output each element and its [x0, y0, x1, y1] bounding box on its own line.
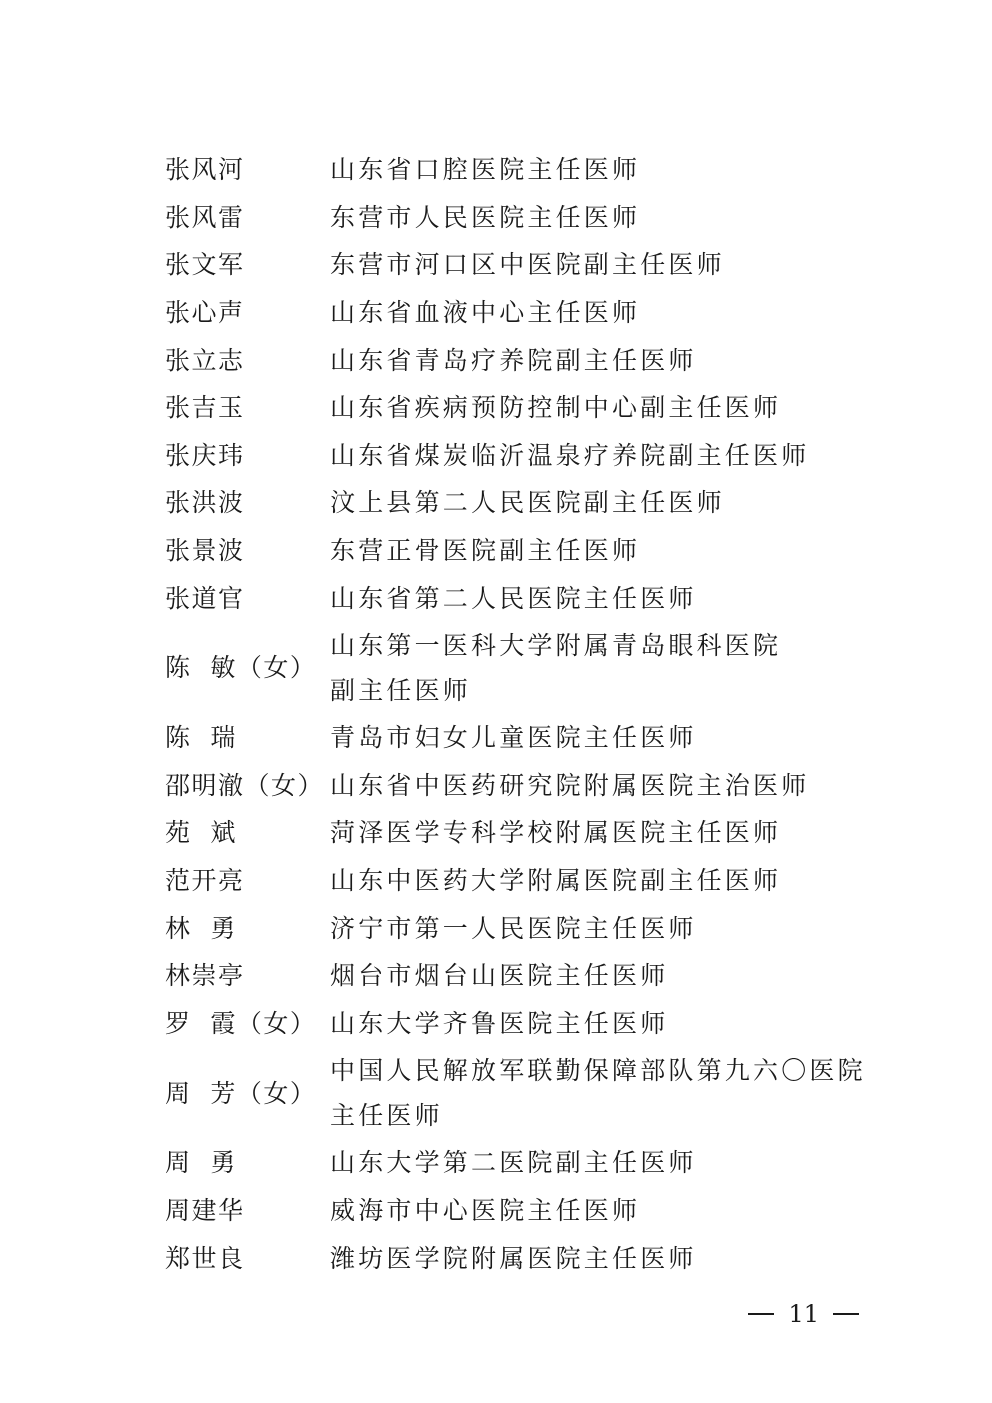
affiliation-line: 济宁市第一人民医院主任医师: [330, 913, 697, 943]
list-item: [165, 241, 885, 289]
person-name: 周建华: [165, 1195, 245, 1225]
left-dash: [748, 1313, 774, 1315]
person-name: 林 勇: [165, 913, 237, 943]
list-item: [165, 622, 885, 714]
person-name: 张文军: [165, 250, 245, 280]
affiliation-line: 山东大学第二医院副主任医师: [330, 1148, 697, 1178]
affiliation-line: 中国人民解放军联勤保障部队第九六〇医院: [330, 1056, 866, 1086]
affiliation: [330, 576, 885, 621]
affiliation: [330, 195, 885, 240]
list-item: [165, 289, 885, 337]
page-footer: [748, 1300, 859, 1328]
list-item: [165, 527, 885, 575]
affiliation: [330, 147, 885, 192]
affiliation: [330, 480, 885, 525]
list-item: [165, 432, 885, 480]
affiliation: [330, 953, 885, 998]
list-item: [165, 479, 885, 527]
affiliation: [330, 1001, 885, 1046]
person-name: 陈 敏（女）: [165, 653, 317, 683]
person-name: 林崇亭: [165, 961, 245, 991]
affiliation-line: 汶上县第二人民医院副主任医师: [330, 488, 725, 518]
affiliation-line: 山东省中医药研究院附属医院主治医师: [330, 770, 810, 800]
person-name: 张吉玉: [165, 393, 245, 423]
affiliation-line: 主任医师: [330, 1101, 443, 1131]
person-name: 周 芳（女）: [165, 1078, 317, 1108]
affiliation-line: 东营正骨医院副主任医师: [330, 536, 641, 566]
list-item: [165, 952, 885, 1000]
list-item: [165, 1234, 885, 1282]
list-item: [165, 194, 885, 242]
affiliation: [330, 810, 885, 855]
person-name: 张风雷: [165, 202, 245, 232]
affiliation: [330, 433, 885, 478]
affiliation-line: 威海市中心医院主任医师: [330, 1195, 641, 1225]
list-item: [165, 384, 885, 432]
affiliation-line: 山东第一医科大学附属青岛眼科医院: [330, 630, 782, 660]
page-number: 11: [788, 1300, 819, 1328]
affiliation-line: 潍坊医学院附属医院主任医师: [330, 1243, 697, 1273]
affiliation-line: 山东中医药大学附属医院副主任医师: [330, 866, 782, 896]
list-item: [165, 1187, 885, 1235]
affiliation-line: 东营市人民医院主任医师: [330, 202, 641, 232]
affiliation: [330, 242, 885, 287]
person-name: 张庆玮: [165, 440, 245, 470]
affiliation: [330, 623, 885, 713]
affiliation-line: 山东省煤炭临沂温泉疗养院副主任医师: [330, 440, 810, 470]
person-name: 罗 霞（女）: [165, 1008, 317, 1038]
name-list: [165, 146, 885, 1282]
affiliation-line: 副主任医师: [330, 675, 472, 705]
person-name: 范开亮: [165, 866, 245, 896]
person-name: 张景波: [165, 536, 245, 566]
affiliation: [330, 1236, 885, 1281]
affiliation-line: 山东省口腔医院主任医师: [330, 155, 641, 185]
affiliation: [330, 715, 885, 760]
person-name: 张洪波: [165, 488, 245, 518]
person-name: 郑世良: [165, 1243, 245, 1273]
list-item: [165, 762, 885, 810]
affiliation: [330, 528, 885, 573]
person-name: 陈 瑞: [165, 723, 237, 753]
affiliation: [330, 858, 885, 903]
affiliation-line: 山东省第二人民医院主任医师: [330, 583, 697, 613]
person-name: 周 勇: [165, 1148, 237, 1178]
affiliation: [330, 1048, 885, 1138]
affiliation: [330, 290, 885, 335]
affiliation-line: 烟台市烟台山医院主任医师: [330, 961, 669, 991]
list-item: [165, 146, 885, 194]
list-item: [165, 1047, 885, 1139]
affiliation-line: 东营市河口区中医院副主任医师: [330, 250, 725, 280]
affiliation: [330, 1188, 885, 1233]
list-item: [165, 336, 885, 384]
list-item: [165, 714, 885, 762]
person-name: 张道官: [165, 583, 245, 613]
list-item: [165, 904, 885, 952]
affiliation: [330, 1140, 885, 1185]
affiliation-line: 山东大学齐鲁医院主任医师: [330, 1008, 669, 1038]
affiliation: [330, 385, 885, 430]
person-name: 苑 斌: [165, 818, 237, 848]
person-name: 张立志: [165, 345, 245, 375]
list-item: [165, 1139, 885, 1187]
affiliation-line: 菏泽医学专科学校附属医院主任医师: [330, 818, 782, 848]
list-item: [165, 574, 885, 622]
affiliation-line: 山东省青岛疗养院副主任医师: [330, 345, 697, 375]
affiliation: [330, 763, 885, 808]
affiliation-line: 山东省疾病预防控制中心副主任医师: [330, 393, 782, 423]
right-dash: [833, 1313, 859, 1315]
affiliation-line: 青岛市妇女儿童医院主任医师: [330, 723, 697, 753]
person-name: 张风河: [165, 155, 245, 185]
person-name: 邵明澈（女）: [165, 770, 325, 800]
person-name: 张心声: [165, 298, 245, 328]
list-item: [165, 1000, 885, 1048]
affiliation: [330, 338, 885, 383]
list-item: [165, 857, 885, 905]
affiliation: [330, 906, 885, 951]
affiliation-line: 山东省血液中心主任医师: [330, 298, 641, 328]
list-item: [165, 809, 885, 857]
